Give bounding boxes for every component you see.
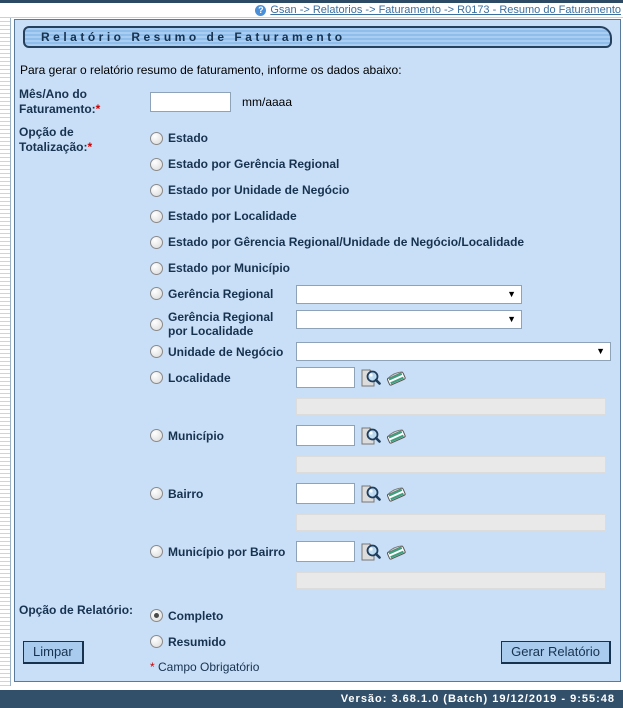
radio-localidade-label: Localidade xyxy=(168,370,231,385)
radio-estado-gr-un-loc-label: Estado por Gêrencia Regional/Unidade de Negócio/Localidade xyxy=(168,235,525,249)
option-gerencia-regional xyxy=(150,281,611,307)
radio-estado-gerencia-regional-label: Estado por Gerência Regional xyxy=(168,157,340,171)
option-municipio-bairro-group xyxy=(150,539,611,589)
help-icon[interactable]: ? xyxy=(255,5,266,16)
option-gerencia-regional-localidade xyxy=(150,307,611,339)
gerencia-regional-localidade-select[interactable] xyxy=(296,310,522,329)
mes-ano-label-text: Mês/Ano do Faturamento: xyxy=(19,87,96,116)
radio-estado-gerencia-regional[interactable] xyxy=(150,158,163,171)
radio-gerencia-regional[interactable] xyxy=(150,287,163,300)
breadcrumb-bar xyxy=(0,3,623,18)
localidade-input[interactable] xyxy=(296,367,355,388)
breadcrumb[interactable]: Gsan -> Relatorios -> Faturamento -> R0173 - Resumo do Faturamento xyxy=(270,4,621,16)
eraser-icon[interactable] xyxy=(385,541,407,563)
eraser-icon[interactable] xyxy=(385,483,407,505)
radio-estado-unidade-negocio[interactable] xyxy=(150,184,163,197)
radio-municipio-bairro[interactable] xyxy=(150,545,163,558)
bairro-input[interactable] xyxy=(296,483,355,504)
radio-estado-localidade[interactable] xyxy=(150,210,163,223)
radio-estado-municipio[interactable] xyxy=(150,262,163,275)
radio-bairro[interactable] xyxy=(150,487,163,500)
totalizacao-required-mark: * xyxy=(87,140,93,154)
option-estado-gerencia-regional xyxy=(150,151,611,177)
radio-estado-label: Estado xyxy=(168,131,209,145)
radio-estado-unidade-negocio-label: Estado por Unidade de Negócio xyxy=(168,183,350,197)
option-estado-gr-un-loc xyxy=(150,229,611,255)
municipio-display xyxy=(296,456,606,473)
search-icon[interactable] xyxy=(359,367,381,389)
version-footer xyxy=(0,688,623,708)
mes-ano-row xyxy=(19,87,616,117)
mes-ano-label xyxy=(19,87,150,117)
option-estado-localidade xyxy=(150,203,611,229)
totalizacao-label-text: Opção de Totalização: xyxy=(19,125,88,154)
limpar-button[interactable]: Limpar xyxy=(23,641,84,664)
panel-title-bar xyxy=(23,26,612,48)
relatorio-label: Opção de Relatório: xyxy=(19,602,134,617)
localidade-display xyxy=(296,398,606,415)
radio-estado-municipio-label: Estado por Município xyxy=(168,261,290,275)
radio-estado-localidade-label: Estado por Localidade xyxy=(168,209,297,223)
option-bairro-group xyxy=(150,481,611,531)
intro-text: Para gerar o relatório resumo de faturamento, informe os dados abaixo: xyxy=(20,63,402,77)
search-icon[interactable] xyxy=(359,541,381,563)
radio-unidade-negocio-label: Unidade de Negócio xyxy=(168,344,284,359)
required-note-text: Campo Obrigatório xyxy=(158,659,260,674)
radio-municipio-label: Município xyxy=(168,428,224,443)
chevron-down-icon: ▼ xyxy=(507,314,516,324)
search-icon[interactable] xyxy=(359,483,381,505)
eraser-icon[interactable] xyxy=(385,367,407,389)
left-decorative-stripes xyxy=(0,18,11,686)
option-unidade-negocio xyxy=(150,339,611,365)
search-icon[interactable] xyxy=(359,425,381,447)
radio-gerencia-regional-localidade[interactable] xyxy=(150,318,163,331)
required-note-mark: * xyxy=(150,659,155,674)
mes-ano-format-hint: mm/aaaa xyxy=(242,95,293,109)
radio-estado-gr-un-loc[interactable] xyxy=(150,236,163,249)
radio-completo-label: Completo xyxy=(168,608,224,623)
option-municipio-group xyxy=(150,423,611,473)
option-estado-municipio xyxy=(150,255,611,281)
page-title: Relatório Resumo de Faturamento xyxy=(41,30,346,44)
gerar-relatorio-button[interactable]: Gerar Relatório xyxy=(501,641,611,664)
radio-localidade[interactable] xyxy=(150,371,163,384)
municipio-bairro-input[interactable] xyxy=(296,541,355,562)
gerencia-regional-select[interactable] xyxy=(296,285,522,304)
radio-resumido-label: Resumido xyxy=(168,634,227,649)
radio-gerencia-regional-label: Gerência Regional xyxy=(168,286,274,301)
totalizacao-label xyxy=(19,125,150,597)
option-estado xyxy=(150,125,611,151)
mes-ano-required-mark: * xyxy=(95,102,101,116)
radio-gerencia-regional-localidade-label: Gerência Regional por Localidade xyxy=(168,310,274,339)
radio-municipio[interactable] xyxy=(150,429,163,442)
eraser-icon[interactable] xyxy=(385,425,407,447)
actions-bar xyxy=(23,641,611,664)
option-completo xyxy=(150,603,226,629)
form-panel xyxy=(14,19,621,682)
municipio-input[interactable] xyxy=(296,425,355,446)
radio-unidade-negocio[interactable] xyxy=(150,345,163,358)
radio-completo[interactable] xyxy=(150,609,163,622)
bairro-display xyxy=(296,514,606,531)
radio-bairro-label: Bairro xyxy=(168,486,204,501)
totalizacao-row xyxy=(19,125,616,597)
unidade-negocio-select[interactable] xyxy=(296,342,611,361)
option-localidade-group xyxy=(150,365,611,415)
mes-ano-input[interactable] xyxy=(150,92,231,112)
version-text: Versão: 3.68.1.0 (Batch) 19/12/2019 - 9:55:48 xyxy=(340,693,615,705)
chevron-down-icon: ▼ xyxy=(596,346,605,357)
radio-estado[interactable] xyxy=(150,132,163,145)
municipio-bairro-display xyxy=(296,572,606,589)
radio-municipio-bairro-label: Município por Bairro xyxy=(168,544,286,559)
option-estado-unidade-negocio xyxy=(150,177,611,203)
chevron-down-icon: ▼ xyxy=(507,288,516,299)
